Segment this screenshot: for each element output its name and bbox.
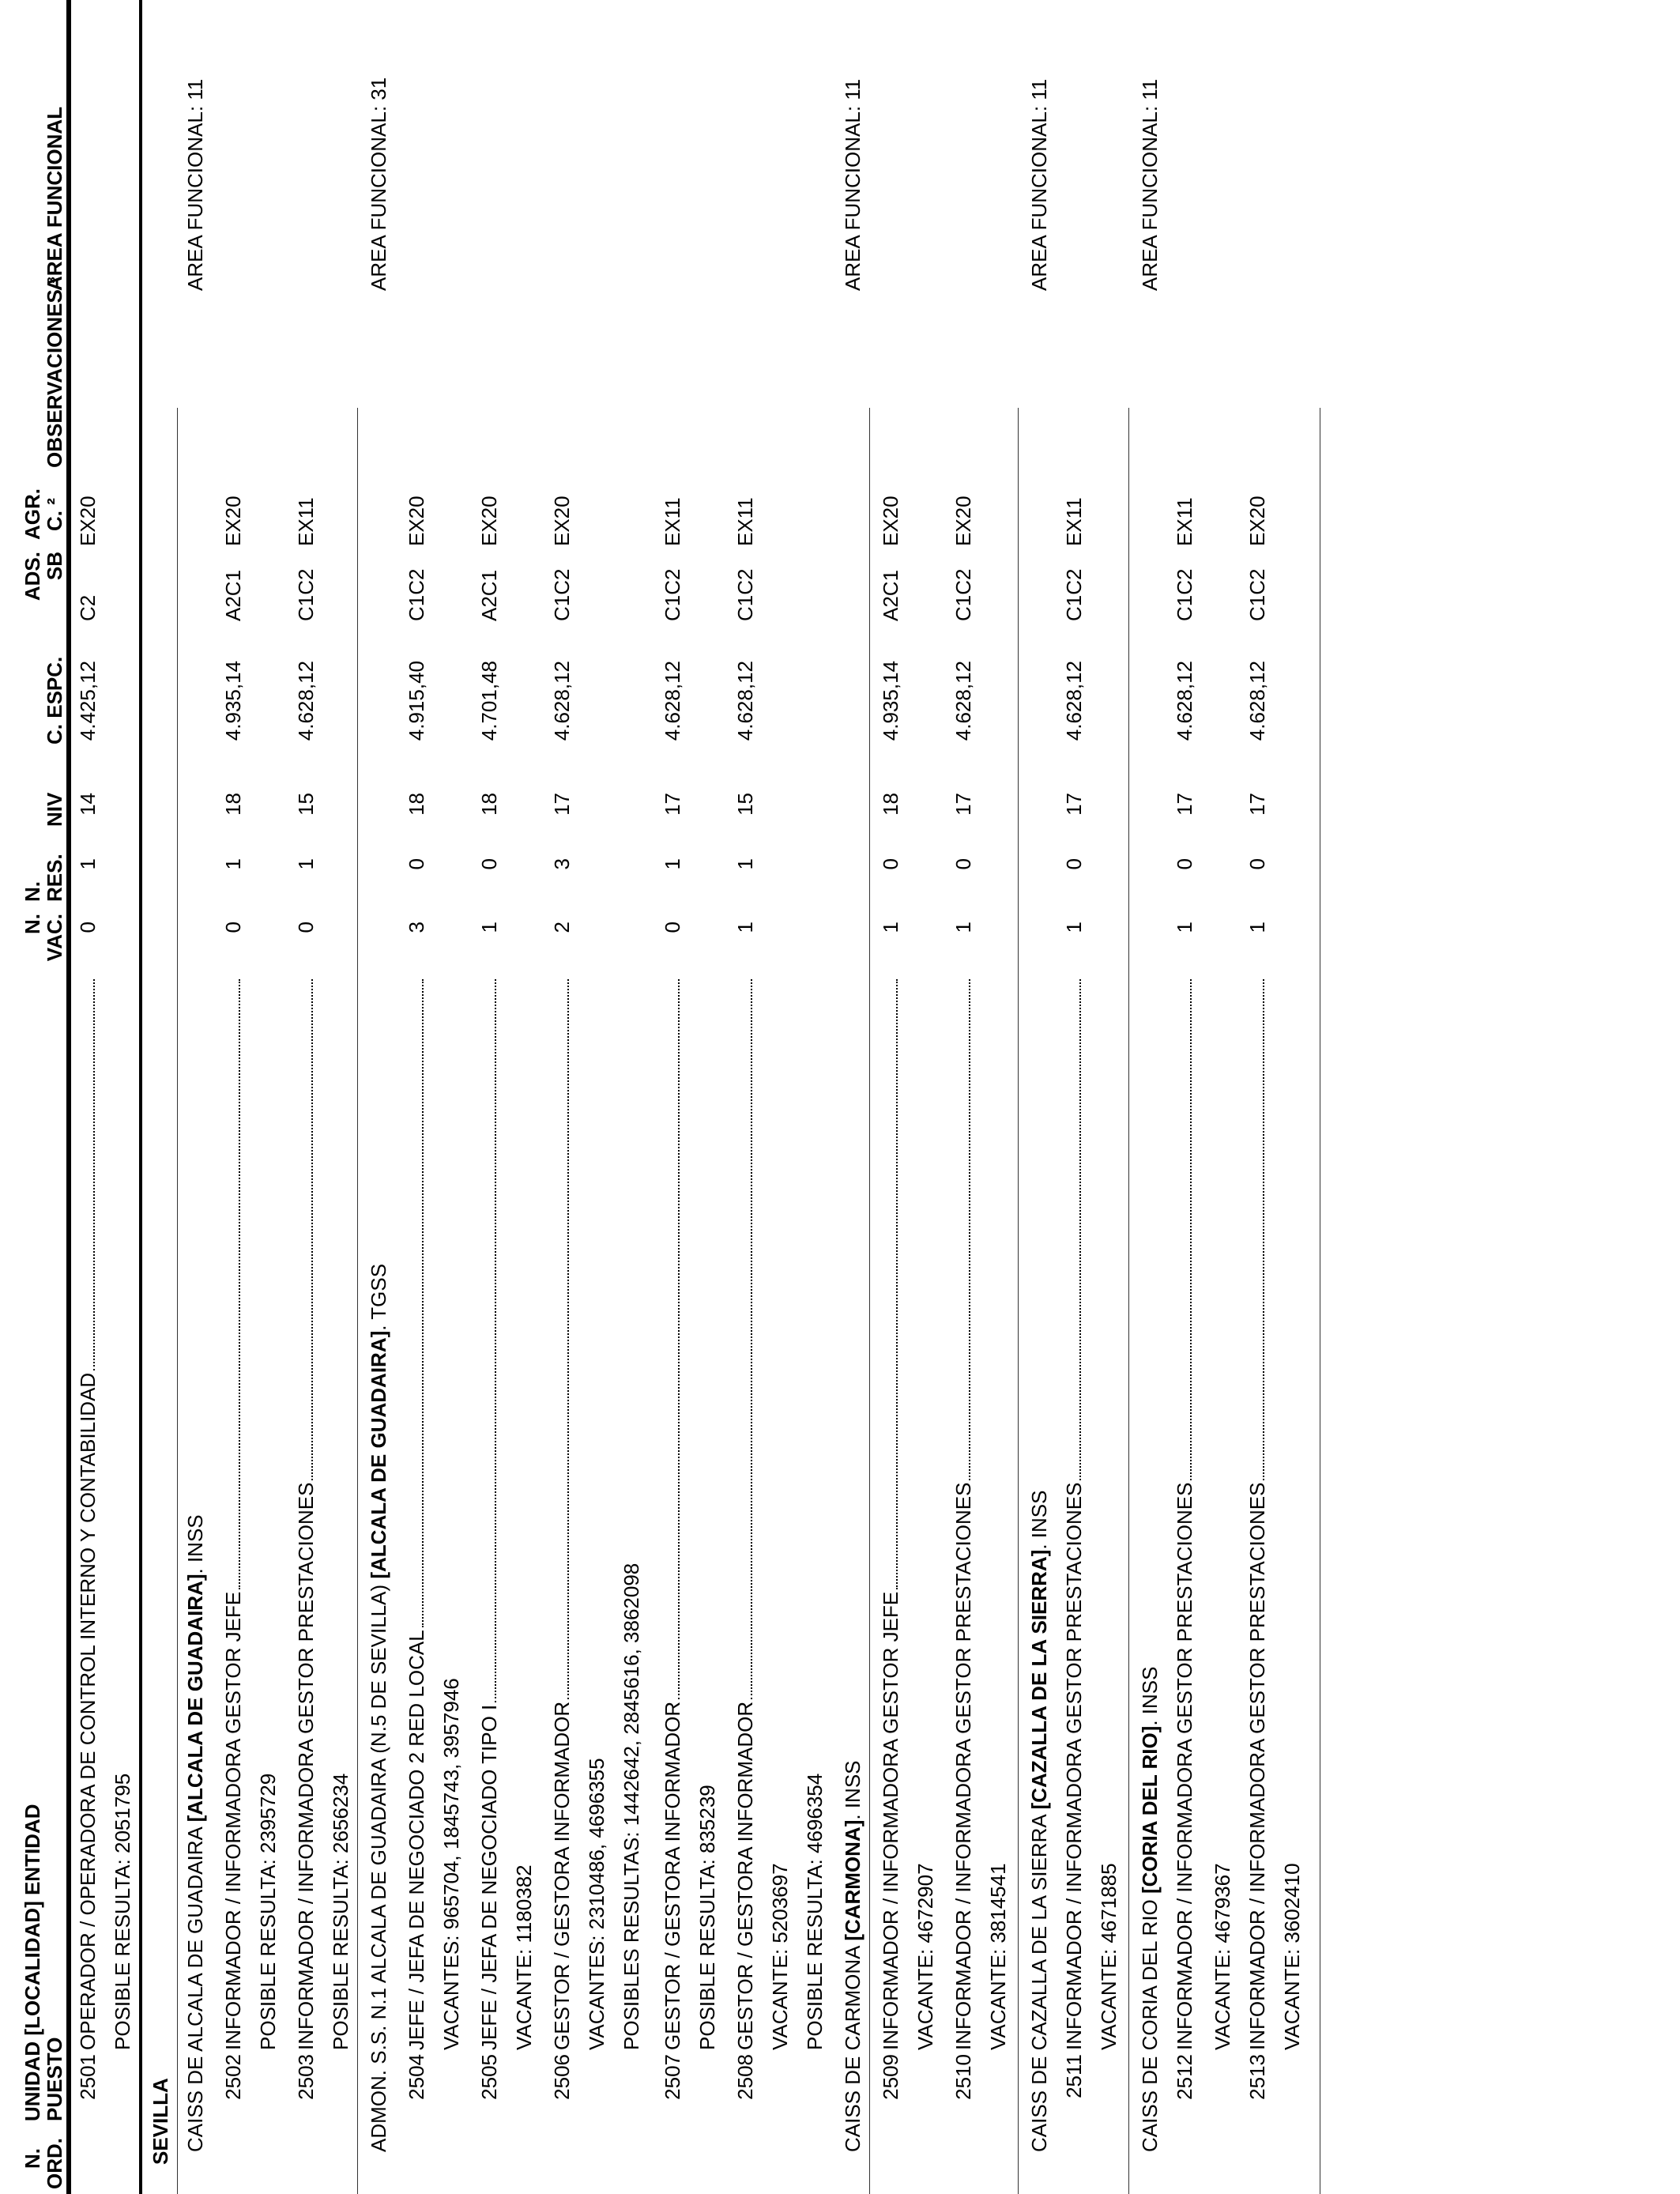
cell-n-vac: 1: [951, 922, 975, 933]
cell-c-espc: 4.628,12: [294, 661, 318, 741]
unit-name: CAISS DE CAZALLA DE LA SIERRA: [1027, 1809, 1051, 2152]
cell-n-ord: 2505: [477, 2054, 501, 2100]
cell-ads-sb: C1C2: [550, 568, 574, 621]
dot-leader: [661, 979, 680, 1699]
header-bottom-rule: [66, 0, 71, 2194]
cell-niv: 18: [221, 793, 245, 816]
sub-detail-text: VACANTE: 3814541: [986, 1863, 1010, 2050]
unit-title: [1027, 1491, 1051, 2152]
sub-detail-text: VACANTES: 965704, 1845743, 3957946: [439, 1678, 463, 2050]
cell-n-vac: 1: [1173, 922, 1196, 933]
cell-c-espc: 4.628,12: [550, 661, 574, 741]
unit-locality: [ALCALA DE GUADAIRA]: [367, 1330, 390, 1579]
puesto-text: INFORMADOR / INFORMADORA GESTOR JEFE: [879, 1591, 902, 2050]
cell-ads-sb: A2C1: [879, 569, 902, 621]
cell-ads-sb: C1C2: [1245, 568, 1269, 621]
cell-n-ord: 2506: [550, 2054, 574, 2100]
puesto-text: OPERADOR / OPERADORA DE CONTROL INTERNO Y CONTABILIDAD: [76, 1372, 100, 2050]
cell-c-espc: 4.628,12: [951, 661, 975, 741]
cell-n-vac: 1: [733, 922, 757, 933]
table-row-unit: [367, 0, 390, 2194]
cell-n-ord: 2512: [1173, 2054, 1196, 2100]
dot-leader: [734, 979, 752, 1699]
cell-niv: 15: [733, 793, 757, 816]
cell-n-res: 1: [221, 858, 245, 870]
cell-niv: 18: [879, 793, 902, 816]
sub-detail-text: POSIBLE RESULTA: 835239: [695, 1785, 719, 2050]
puesto-text: INFORMADOR / INFORMADORA GESTOR PRESTACIONES: [1173, 1482, 1196, 2050]
cell-puesto: [221, 979, 245, 2050]
unit-entity: . INSS: [841, 1760, 864, 1820]
cell-puesto: [76, 979, 100, 2050]
table-row-section: [149, 0, 172, 2194]
cell-agr-c: EX11: [294, 497, 318, 546]
header-n-res-line1: N.: [21, 881, 44, 902]
sub-detail-text: VACANTE: 5203697: [768, 1863, 792, 2050]
header-n-ord-line1: N.: [21, 2148, 44, 2169]
cell-agr-c: EX11: [1173, 497, 1196, 546]
cell-n-vac: 1: [879, 922, 902, 933]
puesto-text: INFORMADOR / INFORMADORA GESTOR PRESTACIONES: [294, 1482, 318, 2050]
cell-puesto: [733, 979, 757, 2050]
cell-n-vac: 0: [661, 922, 684, 933]
puesto-text: INFORMADOR / INFORMADORA GESTOR JEFE: [221, 1591, 245, 2050]
cell-n-ord: 2510: [951, 2054, 975, 2100]
sub-detail-text: POSIBLES RESULTAS: 1442642, 2845616, 3862098: [620, 1563, 643, 2050]
cell-ads-sb: C1C2: [951, 568, 975, 621]
dot-leader: [1246, 979, 1264, 1480]
table-row-sub: [986, 0, 1010, 2194]
unit-title: [1138, 1667, 1162, 2153]
puesto-text: JEFE / JEFA DE NEGOCIADO TIPO I: [477, 1704, 501, 2050]
header-n-ord-line2: ORD.: [43, 2138, 66, 2189]
table-row-sub: [768, 0, 792, 2194]
dot-leader: [551, 979, 569, 1699]
cell-niv: 17: [550, 793, 574, 816]
puesto-text: JEFE / JEFA DE NEGOCIADO 2 RED LOCAL: [405, 1630, 428, 2050]
table-row-sub: [1097, 0, 1121, 2194]
sub-detail-text: POSIBLE RESULTA: 2051795: [111, 1773, 134, 2050]
unit-entity: . TGSS: [367, 1263, 390, 1331]
cell-puesto: [550, 979, 574, 2050]
cell-ads-sb: C1C2: [294, 568, 318, 621]
cell-ads-sb: C1C2: [1173, 568, 1196, 621]
cell-c-espc: 4.628,12: [733, 661, 757, 741]
table-row-position: [477, 0, 501, 2194]
table-row-position: [951, 0, 975, 2194]
table-row-position: [1062, 0, 1086, 2194]
table-row-position: [294, 0, 318, 2194]
cell-agr-c: EX11: [733, 497, 757, 546]
cell-c-espc: 4.701,48: [477, 661, 501, 741]
puesto-text: INFORMADOR / INFORMADORA GESTOR PRESTACIONES: [1245, 1482, 1269, 2050]
table-row-position: [550, 0, 574, 2194]
cell-puesto: [951, 979, 975, 2050]
cell-c-espc: 4.935,14: [221, 661, 245, 741]
header-n-vac-line2: VAC.: [43, 914, 66, 962]
cell-puesto: [405, 979, 428, 2050]
cell-n-ord: 2513: [1245, 2054, 1269, 2100]
cell-puesto: [879, 979, 902, 2050]
cell-n-ord: 2507: [661, 2054, 684, 2100]
table-row-position: [1245, 0, 1269, 2194]
dot-leader: [1173, 979, 1192, 1480]
sub-detail-text: VACANTE: 3602410: [1280, 1863, 1304, 2050]
cell-ads-sb: C1C2: [405, 568, 428, 621]
header-niv: NIV: [43, 792, 66, 827]
table-row-position: [1173, 0, 1196, 2194]
puesto-text: INFORMADOR / INFORMADORA GESTOR PRESTACIONES: [1062, 1482, 1086, 2050]
cell-n-res: 0: [1173, 858, 1196, 870]
unit-locality: [CAZALLA DE LA SIERRA]: [1027, 1549, 1051, 1810]
puesto-text: GESTOR / GESTORA INFORMADOR: [733, 1701, 757, 2050]
dot-leader: [77, 979, 95, 1370]
cell-niv: 17: [1173, 793, 1196, 816]
header-ads-line1: ADS.: [21, 552, 44, 601]
cell-c-espc: 4.425,12: [76, 661, 100, 741]
table-row-unit: [1138, 0, 1162, 2194]
table-row-position: [76, 0, 100, 2194]
dot-leader: [952, 979, 970, 1480]
cell-niv: 17: [951, 793, 975, 816]
cell-niv: 18: [405, 793, 428, 816]
cell-niv: 15: [294, 793, 318, 816]
cell-puesto: [1245, 979, 1269, 2050]
cell-agr-c: EX20: [477, 496, 501, 546]
cell-agr-c: EX20: [951, 496, 975, 546]
cell-n-res: 0: [405, 858, 428, 870]
table-row-position: [221, 0, 245, 2194]
cell-puesto: [1062, 979, 1086, 2050]
row-separator-rule: [869, 408, 870, 2194]
cell-n-res: 3: [550, 858, 574, 870]
table-row-sub: [585, 0, 608, 2194]
table-header: [0, 0, 66, 2194]
cell-n-vac: 1: [1245, 922, 1269, 933]
cell-area-funcional: AREA FUNCIONAL: 11: [1138, 78, 1162, 291]
cell-ads-sb: C1C2: [733, 568, 757, 621]
cell-area-funcional: AREA FUNCIONAL: 31: [367, 77, 390, 291]
dot-leader: [295, 979, 313, 1480]
table-row-unit: [183, 0, 207, 2194]
table-row-sub: [512, 0, 536, 2194]
table-row-sub: [111, 0, 134, 2194]
section-heading: SEVILLA: [149, 2078, 172, 2165]
cell-area-funcional: AREA FUNCIONAL: 11: [841, 78, 864, 291]
table-row-sub: [913, 0, 937, 2194]
unit-locality: [ALCALA DE GUADAIRA]: [183, 1574, 207, 1823]
sub-detail-text: VACANTE: 4672907: [913, 1863, 937, 2050]
cell-c-espc: 4.628,12: [1173, 661, 1196, 741]
cell-n-res: 0: [1062, 858, 1086, 870]
table-row-position: [879, 0, 902, 2194]
cell-n-vac: 1: [1062, 922, 1086, 933]
dot-leader: [405, 979, 424, 1627]
unit-locality: [CARMONA]: [841, 1819, 864, 1941]
table-row-sub: [1211, 0, 1234, 2194]
sub-detail-text: VACANTES: 2310486, 4696355: [585, 1758, 608, 2050]
cell-n-vac: 0: [221, 922, 245, 933]
sub-detail-text: VACANTE: 4671885: [1097, 1863, 1121, 2050]
dot-leader: [478, 979, 496, 1702]
cell-ads-sb: A2C1: [221, 569, 245, 621]
cell-n-ord: 2502: [221, 2054, 245, 2100]
cell-n-ord: 2511: [1062, 2054, 1086, 2098]
cell-n-vac: 0: [294, 922, 318, 933]
cell-ads-sb: C1C2: [661, 568, 684, 621]
unit-title: [183, 1514, 207, 2152]
cell-n-res: 1: [733, 858, 757, 870]
cell-agr-c: EX11: [1062, 497, 1086, 546]
header-n-vac-line1: N.: [21, 914, 44, 934]
cell-n-res: 0: [1245, 858, 1269, 870]
cell-n-ord: 2503: [294, 2054, 318, 2100]
cell-agr-c: EX20: [76, 496, 100, 546]
unit-locality: [CORIA DEL RIO]: [1138, 1725, 1162, 1894]
cell-n-vac: 0: [76, 922, 100, 933]
dot-leader: [880, 979, 898, 1589]
header-agr-line1: AGR.: [21, 488, 44, 540]
header-ads-line2: SB: [43, 552, 66, 581]
sub-detail-text: VACANTE: 4679367: [1211, 1863, 1234, 2050]
row-separator-rule: [177, 408, 178, 2194]
sub-detail-text: VACANTE: 1180382: [512, 1864, 536, 2050]
cell-n-vac: 3: [405, 922, 428, 933]
cell-niv: 17: [661, 793, 684, 816]
header-n-res-line2: RES.: [43, 854, 66, 902]
unit-name: CAISS DE CORIA DEL RIO: [1138, 1893, 1162, 2152]
cell-puesto: [294, 979, 318, 2050]
cell-agr-c: EX20: [221, 496, 245, 546]
cell-agr-c: EX20: [405, 496, 428, 546]
puesto-text: INFORMADOR / INFORMADORA GESTOR PRESTACIONES: [951, 1482, 975, 2050]
header-c-espc: C. ESPC.: [43, 656, 66, 745]
unit-name: ADMON. S.S. N.1 ALCALA DE GUADAIRA (N.5 DE SEVILLA): [367, 1578, 390, 2152]
cell-c-espc: 4.935,14: [879, 661, 902, 741]
header-agr-line2: C. ²: [43, 498, 66, 531]
cell-n-res: 1: [294, 858, 318, 870]
table-row-sub: [803, 0, 827, 2194]
table-row-sub: [439, 0, 463, 2194]
sub-detail-text: POSIBLE RESULTA: 4696354: [803, 1773, 827, 2050]
table-row-position: [661, 0, 684, 2194]
puesto-text: GESTOR / GESTORA INFORMADOR: [550, 1701, 574, 2050]
cell-area-funcional: AREA FUNCIONAL: 11: [183, 78, 207, 291]
cell-n-ord: 2509: [879, 2054, 902, 2100]
cell-puesto: [1173, 979, 1196, 2050]
header-unidad-line2: PUESTO: [43, 2037, 66, 2121]
table-row-sub: [620, 0, 643, 2194]
row-separator-rule: [1128, 408, 1129, 2194]
header-unidad-line1: UNIDAD [LOCALIDAD] ENTIDAD: [21, 1804, 44, 2121]
table-row-sub: [1280, 0, 1304, 2194]
unit-title: [841, 1760, 864, 2152]
table-row-unit: [841, 0, 864, 2194]
unit-name: CAISS DE CARMONA: [841, 1940, 864, 2152]
cell-n-res: 0: [879, 858, 902, 870]
cell-puesto: [477, 979, 501, 2050]
cell-c-espc: 4.628,12: [661, 661, 684, 741]
cell-n-vac: 1: [477, 922, 501, 933]
cell-n-res: 0: [951, 858, 975, 870]
cell-n-res: 0: [477, 858, 501, 870]
unit-name: CAISS DE ALCALA DE GUADAIRA: [183, 1822, 207, 2152]
cell-area-funcional: AREA FUNCIONAL: 11: [1027, 78, 1051, 291]
unit-entity: . INSS: [183, 1514, 207, 1574]
header-observaciones: OBSERVACIONES ³: [43, 277, 66, 468]
cell-agr-c: EX20: [550, 496, 574, 546]
cell-niv: 17: [1062, 793, 1086, 816]
puesto-text: GESTOR / GESTORA INFORMADOR: [661, 1701, 684, 2050]
cell-n-ord: 2504: [405, 2054, 428, 2100]
cell-n-ord: 2508: [733, 2054, 757, 2100]
section-left-rule: [139, 0, 142, 2194]
cell-n-res: 1: [661, 858, 684, 870]
row-separator-rule: [357, 408, 358, 2194]
row-separator-rule: [1018, 408, 1019, 2194]
cell-c-espc: 4.628,12: [1062, 661, 1086, 741]
cell-n-vac: 2: [550, 922, 574, 933]
cell-ads-sb: C2: [76, 594, 100, 621]
cell-niv: 18: [477, 793, 501, 816]
cell-agr-c: EX20: [1245, 496, 1269, 546]
table-row-sub: [256, 0, 280, 2194]
unit-title: [367, 1264, 390, 2152]
cell-agr-c: EX20: [879, 496, 902, 546]
cell-niv: 14: [76, 793, 100, 816]
table-row-sub: [329, 0, 352, 2194]
table-row-position: [405, 0, 428, 2194]
cell-niv: 17: [1245, 793, 1269, 816]
table-row-position: [733, 0, 757, 2194]
cell-ads-sb: A2C1: [477, 569, 501, 621]
table-row-unit: [1027, 0, 1051, 2194]
cell-c-espc: 4.628,12: [1245, 661, 1269, 741]
dot-leader: [222, 979, 240, 1589]
cell-ads-sb: C1C2: [1062, 568, 1086, 621]
sub-detail-text: POSIBLE RESULTA: 2656234: [329, 1773, 352, 2050]
table-row-sub: [695, 0, 719, 2194]
unit-entity: . INSS: [1027, 1490, 1051, 1550]
cell-puesto: [661, 979, 684, 2050]
unit-entity: . INSS: [1138, 1666, 1162, 1726]
sub-detail-text: POSIBLE RESULTA: 2395729: [256, 1773, 280, 2050]
cell-n-ord: 2501: [76, 2054, 100, 2100]
cell-agr-c: EX11: [661, 497, 684, 546]
header-area-funcional: AREA FUNCIONAL: [43, 106, 66, 291]
cell-c-espc: 4.915,40: [405, 661, 428, 741]
cell-n-res: 1: [76, 858, 100, 870]
dot-leader: [1063, 979, 1081, 1480]
